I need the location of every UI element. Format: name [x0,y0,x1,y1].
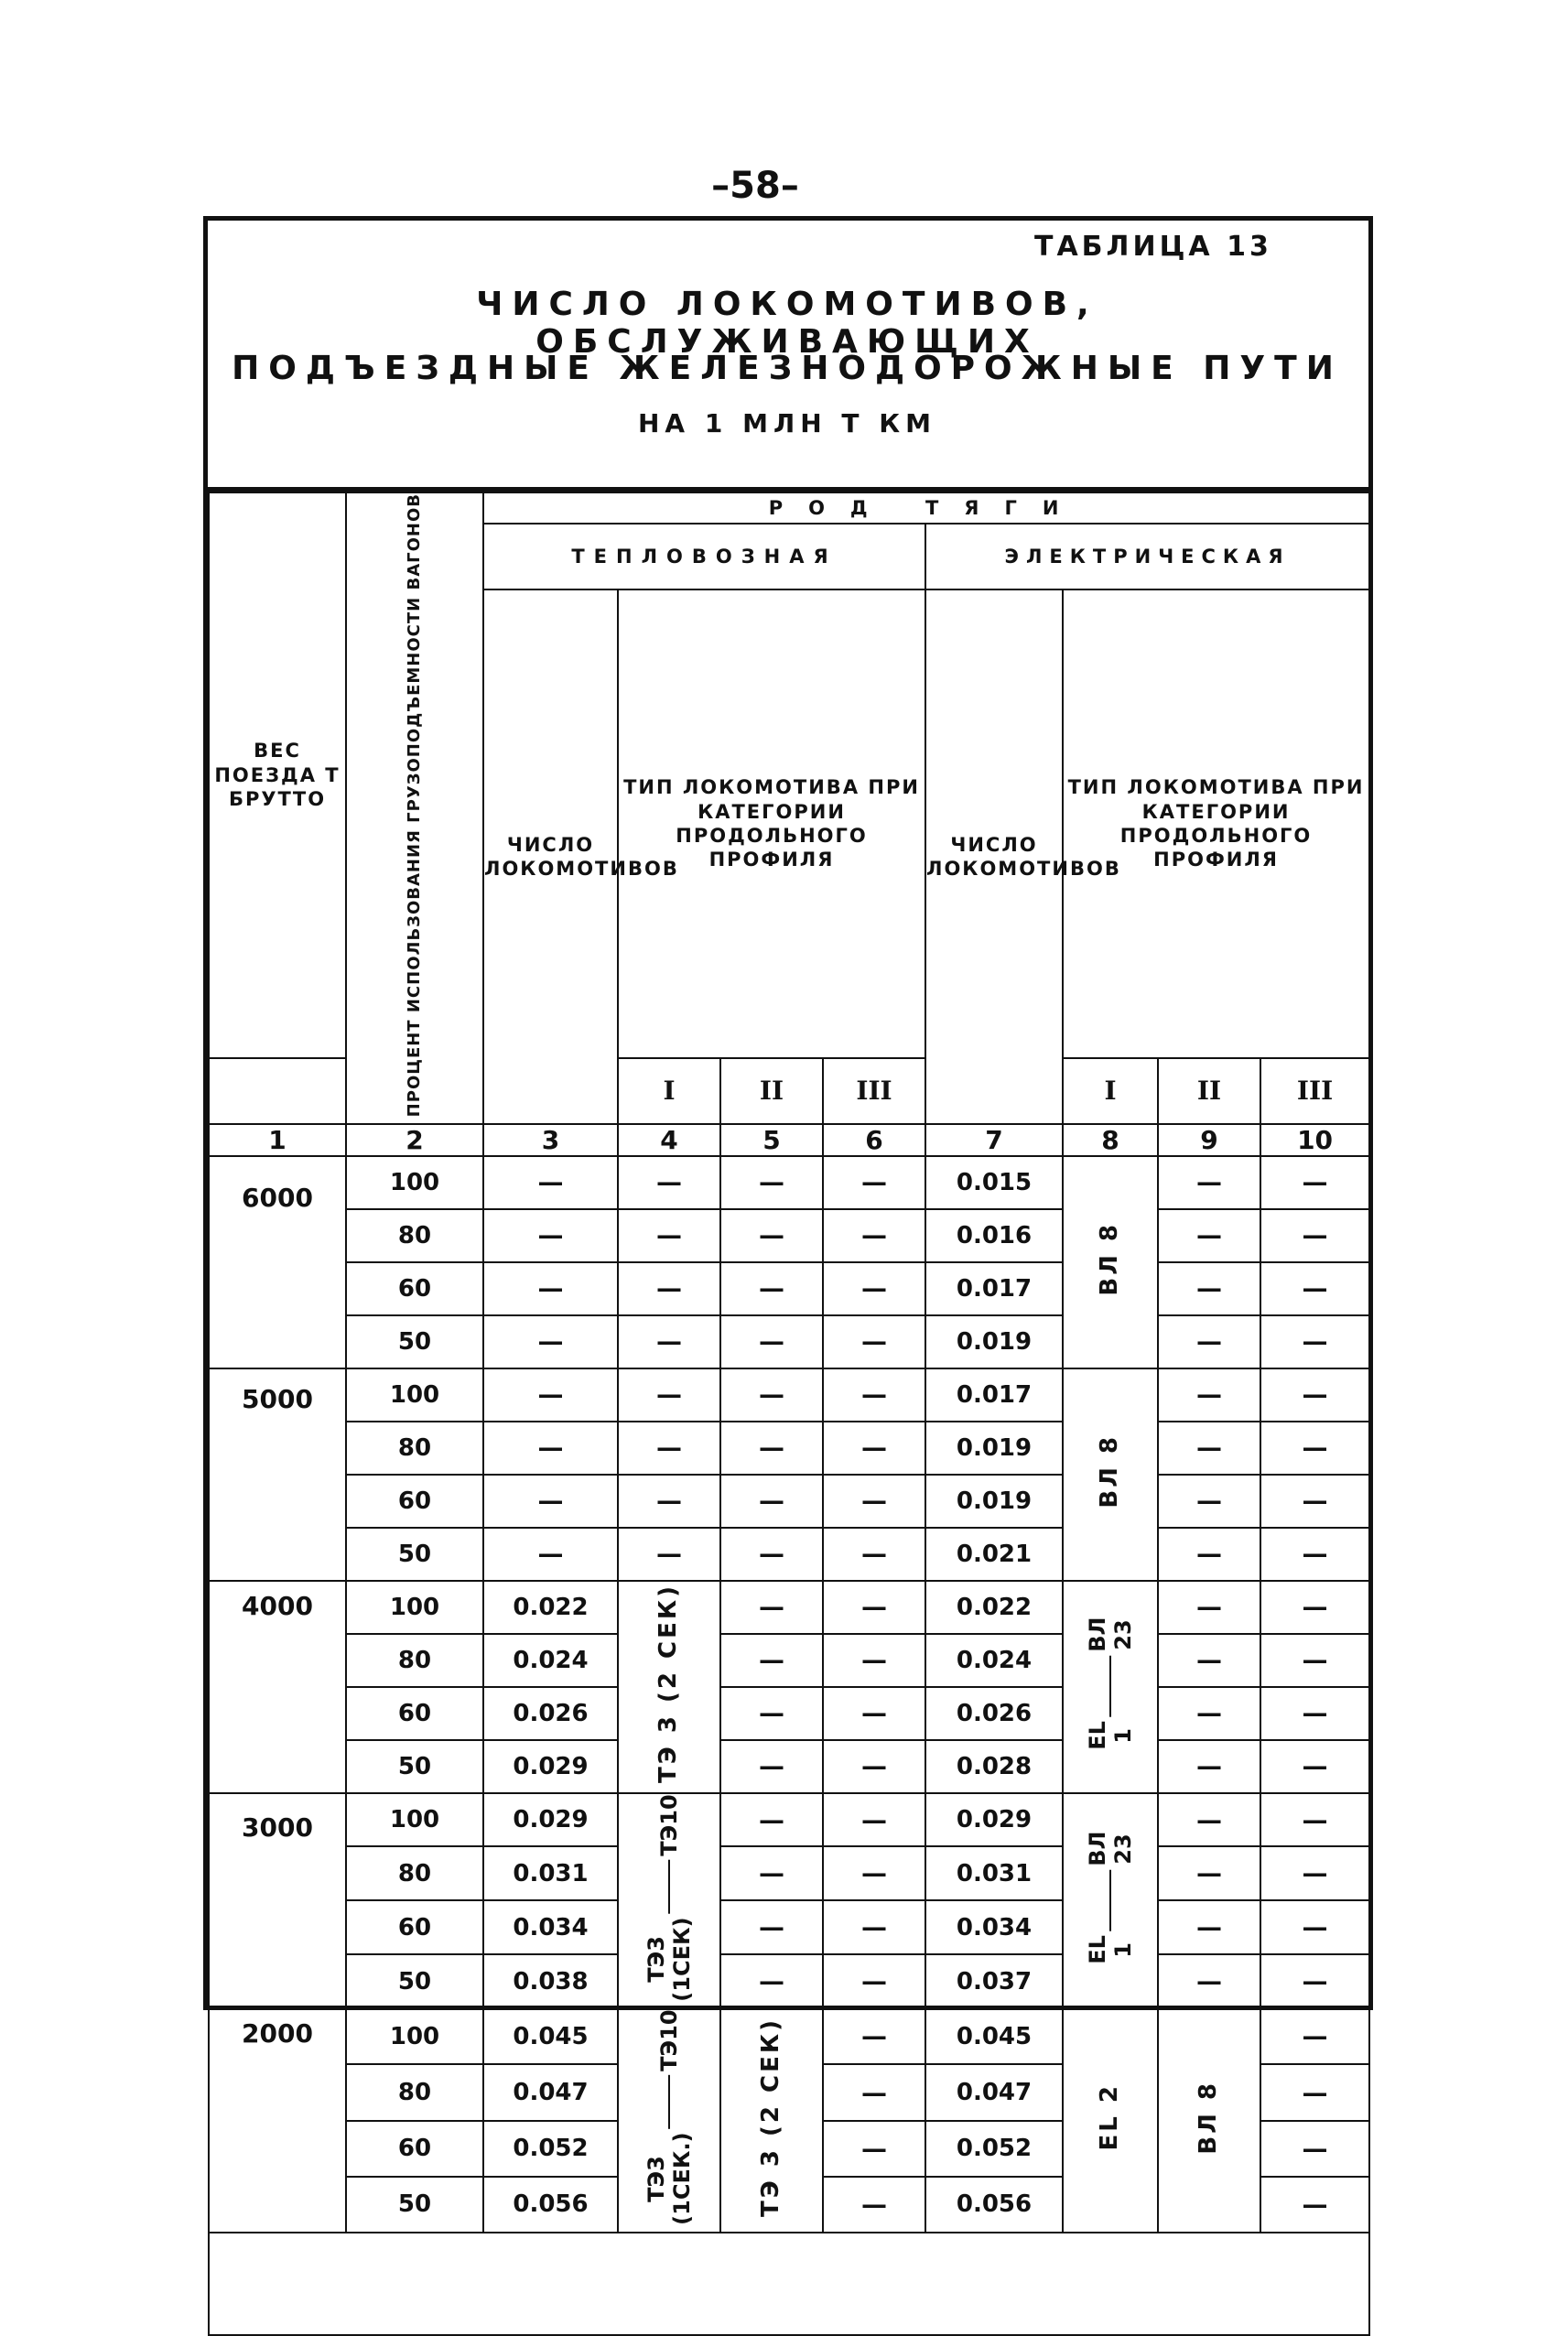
table-row [209,1793,1369,1847]
table-row [209,1900,1369,1954]
table-row [209,1315,1369,1368]
header-diesel: ТЕПЛОВОЗНАЯ [483,524,925,589]
diesel-cat3-cell: — [823,2008,925,2064]
locomotive-table [208,492,1370,2336]
diesel-cat3-cell: — [823,1156,925,1209]
empty-footer-row [209,2233,1369,2335]
electric-count-cell: 0.034 [925,1900,1063,1954]
percent-cell: 100 [346,2008,483,2064]
table-row [209,1156,1369,1209]
percent-cell: 50 [346,1315,483,1368]
weight-cell: 2000 [209,2008,346,2233]
electric-cat1-cell: ВЛ 8 [1063,1156,1158,1368]
electric-cat2-cell: — [1158,1740,1260,1793]
diesel-cat3-cell: — [823,1368,925,1422]
diesel-cat3-cell: — [823,1634,925,1687]
diesel-cat1-cell: — [618,1209,720,1262]
diesel-count-cell: — [483,1368,618,1422]
percent-cell: 100 [346,1793,483,1847]
header-traction: РОД ТЯГИ [483,492,1369,524]
diesel-count-cell: 0.045 [483,2008,618,2064]
electric-cat3-cell: — [1260,1262,1369,1315]
diesel-cat2-cell: — [720,1528,823,1581]
table-row [209,1262,1369,1315]
weight-cell: 3000 [209,1793,346,2009]
electric-cat2-cell: — [1158,1687,1260,1740]
electric-cat2-cell: — [1158,1581,1260,1634]
diesel-cat1-cell: — [618,1528,720,1581]
electric-cat3-cell: — [1260,2177,1369,2233]
diesel-count-cell: — [483,1422,618,1475]
electric-cat1-cell: ВЛ 8 [1063,1368,1158,1581]
diesel-cat2-cell: — [720,1368,823,1422]
table-row [209,1422,1369,1475]
percent-cell: 80 [346,1422,483,1475]
diesel-count-cell: 0.029 [483,1740,618,1793]
electric-count-cell: 0.045 [925,2008,1063,2064]
percent-cell: 60 [346,2121,483,2177]
electric-cat3-cell: — [1260,1846,1369,1900]
diesel-count-cell: 0.038 [483,1954,618,2008]
diesel-count-cell: 0.047 [483,2064,618,2120]
header-electric-count: ЧИСЛО ЛОКОМОТИВОВ [925,589,1063,1124]
electric-cat2-cell: — [1158,1954,1260,2008]
diesel-cat2-cell: — [720,1954,823,2008]
header-cat-2: II [720,1058,823,1124]
header-cat-1: I [618,1058,720,1124]
diesel-cat3-cell: — [823,1954,925,2008]
diesel-cat1-cell: ТЭ 3 (2 СЕК) [618,1581,720,1793]
electric-cat2-cell: — [1158,1262,1260,1315]
diesel-count-cell: — [483,1315,618,1368]
diesel-cat2-cell: ТЭ 3 (2 СЕК) [720,2008,823,2233]
electric-cat2-cell: — [1158,1846,1260,1900]
electric-cat3-cell: — [1260,2121,1369,2177]
electric-count-cell: 0.016 [925,1209,1063,1262]
table-row [209,1740,1369,1793]
electric-count-cell: 0.019 [925,1475,1063,1528]
table-row [209,1528,1369,1581]
diesel-cat3-cell: — [823,1262,925,1315]
table-row [209,1954,1369,2008]
diesel-cat2-cell: — [720,1156,823,1209]
header-cat-3: III [823,1058,925,1124]
header-diesel-type: ТИП ЛОКОМОТИВА ПРИ КАТЕГОРИИ ПРОДОЛЬНОГО ПРОФИЛЯ [618,589,925,1058]
col-number: 2 [346,1124,483,1156]
table-row [209,1368,1369,1422]
diesel-cat1-cell: — [618,1368,720,1422]
electric-cat3-cell: — [1260,1954,1369,2008]
diesel-cat2-cell: — [720,1422,823,1475]
percent-cell: 50 [346,1954,483,2008]
diesel-cat3-cell: — [823,2121,925,2177]
electric-cat1-cell: EL 2 [1063,2008,1158,2233]
diesel-count-cell: — [483,1209,618,1262]
percent-cell: 80 [346,1846,483,1900]
diesel-cat2-cell: — [720,1687,823,1740]
electric-count-cell: 0.024 [925,1634,1063,1687]
col-number: 10 [1260,1124,1369,1156]
diesel-count-cell: — [483,1528,618,1581]
diesel-cat3-cell: — [823,1581,925,1634]
diesel-count-cell: — [483,1156,618,1209]
diesel-cat1-cell: — [618,1422,720,1475]
header-percent: ПРОЦЕНТ ИСПОЛЬЗОВАНИЯ ГРУЗОПОДЪЕМНОСТИ ВАГОНОВ [346,492,483,1124]
diesel-cat3-cell: — [823,1846,925,1900]
table-row [209,1209,1369,1262]
electric-cat2-cell: — [1158,1900,1260,1954]
percent-cell: 60 [346,1475,483,1528]
table-label: ТАБЛИЦА 13 [1034,231,1272,263]
electric-cat2-cell: — [1158,1634,1260,1687]
diesel-cat3-cell: — [823,1528,925,1581]
header-electric: ЭЛЕКТРИЧЕСКАЯ [925,524,1369,589]
diesel-cat1-cell: — [618,1315,720,1368]
electric-count-cell: 0.021 [925,1528,1063,1581]
electric-cat3-cell: — [1260,1315,1369,1368]
electric-cat3-cell: — [1260,1422,1369,1475]
electric-count-cell: 0.029 [925,1793,1063,1847]
table-row [209,1475,1369,1528]
percent-cell: 100 [346,1156,483,1209]
table-row [209,1687,1369,1740]
diesel-cat3-cell: — [823,1475,925,1528]
col-number: 1 [209,1124,346,1156]
percent-cell: 50 [346,1528,483,1581]
diesel-cat1-cell: ТЭ3 (1СЕК.) ТЭ10 [618,2008,720,2233]
diesel-cat2-cell: — [720,1209,823,1262]
diesel-cat2-cell: — [720,1740,823,1793]
electric-cat2-cell: — [1158,1156,1260,1209]
header-weight-blank [209,1058,346,1124]
electric-count-cell: 0.022 [925,1581,1063,1634]
table-title-line-2: ПОДЪЕЗДНЫЕ ЖЕЛЕЗНОДОРОЖНЫЕ ПУТИ [232,350,1343,387]
col-number: 7 [925,1124,1063,1156]
electric-cat2-cell: — [1158,1209,1260,1262]
percent-cell: 60 [346,1687,483,1740]
percent-cell: 80 [346,1634,483,1687]
diesel-cat2-cell: — [720,1900,823,1954]
diesel-count-cell: 0.024 [483,1634,618,1687]
col-number: 6 [823,1124,925,1156]
diesel-count-cell: 0.031 [483,1846,618,1900]
diesel-cat3-cell: — [823,1209,925,1262]
table-row [209,1634,1369,1687]
percent-cell: 60 [346,1262,483,1315]
table-title-line-1: ЧИСЛО ЛОКОМОТИВОВ, ОБСЛУЖИВАЮЩИХ [476,286,1098,361]
diesel-cat1-cell: — [618,1475,720,1528]
diesel-cat2-cell: — [720,1793,823,1847]
electric-cat3-cell: — [1260,1793,1369,1847]
diesel-count-cell: 0.056 [483,2177,618,2233]
diesel-count-cell: 0.052 [483,2121,618,2177]
diesel-cat1-cell: ТЭ3 (1СЕК) ТЭ10 [618,1793,720,2009]
diesel-cat3-cell: — [823,1315,925,1368]
electric-cat1-cell: EL 1 ВЛ 23 [1063,1581,1158,1793]
diesel-cat2-cell: — [720,1581,823,1634]
col-number: 9 [1158,1124,1260,1156]
diesel-cat3-cell: — [823,2177,925,2233]
header-weight: ВЕС ПОЕЗДА Т БРУТТО [209,492,346,1058]
empty-footer-cell [209,2233,1369,2335]
electric-cat2-cell: ВЛ 8 [1158,2008,1260,2233]
percent-cell: 100 [346,1581,483,1634]
diesel-cat3-cell: — [823,1687,925,1740]
header-diesel-count: ЧИСЛО ЛОКОМОТИВОВ [483,589,618,1124]
weight-cell: 4000 [209,1581,346,1793]
electric-cat3-cell: — [1260,1687,1369,1740]
electric-count-cell: 0.028 [925,1740,1063,1793]
electric-cat3-cell: — [1260,1368,1369,1422]
header-cat-2: II [1158,1058,1260,1124]
electric-cat3-cell: — [1260,1740,1369,1793]
electric-cat2-cell: — [1158,1475,1260,1528]
electric-cat3-cell: — [1260,1528,1369,1581]
electric-cat3-cell: — [1260,1900,1369,1954]
diesel-count-cell: 0.029 [483,1793,618,1847]
electric-cat3-cell: — [1260,1581,1369,1634]
diesel-cat3-cell: — [823,1900,925,1954]
weight-cell: 5000 [209,1368,346,1581]
col-number: 4 [618,1124,720,1156]
diesel-cat3-cell: — [823,1422,925,1475]
electric-count-cell: 0.037 [925,1954,1063,2008]
diesel-count-cell: — [483,1262,618,1315]
electric-count-cell: 0.017 [925,1368,1063,1422]
diesel-cat3-cell: — [823,1793,925,1847]
electric-cat3-cell: — [1260,1156,1369,1209]
header-electric-type: ТИП ЛОКОМОТИВА ПРИ КАТЕГОРИИ ПРОДОЛЬНОГО ПРОФИЛЯ [1063,589,1369,1058]
col-number: 8 [1063,1124,1158,1156]
col-number: 3 [483,1124,618,1156]
electric-cat2-cell: — [1158,1368,1260,1422]
electric-count-cell: 0.056 [925,2177,1063,2233]
electric-cat3-cell: — [1260,1634,1369,1687]
electric-count-cell: 0.017 [925,1262,1063,1315]
header-cat-1: I [1063,1058,1158,1124]
diesel-cat1-cell: — [618,1262,720,1315]
electric-cat2-cell: — [1158,1315,1260,1368]
electric-count-cell: 0.015 [925,1156,1063,1209]
diesel-cat2-cell: — [720,1315,823,1368]
weight-cell: 6000 [209,1156,346,1368]
electric-cat2-cell: — [1158,1793,1260,1847]
diesel-count-cell: — [483,1475,618,1528]
electric-count-cell: 0.047 [925,2064,1063,2120]
percent-cell: 60 [346,1900,483,1954]
electric-cat3-cell: — [1260,1475,1369,1528]
electric-cat2-cell: — [1158,1528,1260,1581]
electric-count-cell: 0.031 [925,1846,1063,1900]
diesel-cat2-cell: — [720,1262,823,1315]
electric-cat1-cell: EL 1 ВЛ 23 [1063,1793,1158,2009]
table-row [209,1846,1369,1900]
diesel-cat3-cell: — [823,2064,925,2120]
electric-cat3-cell: — [1260,2064,1369,2120]
electric-cat2-cell: — [1158,1422,1260,1475]
header-cat-3: III [1260,1058,1369,1124]
diesel-cat2-cell: — [720,1475,823,1528]
diesel-cat2-cell: — [720,1634,823,1687]
diesel-count-cell: 0.034 [483,1900,618,1954]
col-number: 5 [720,1124,823,1156]
percent-cell: 100 [346,1368,483,1422]
electric-cat3-cell: — [1260,2008,1369,2064]
electric-count-cell: 0.019 [925,1315,1063,1368]
diesel-cat1-cell: — [618,1156,720,1209]
percent-cell: 50 [346,1740,483,1793]
electric-count-cell: 0.052 [925,2121,1063,2177]
electric-count-cell: 0.026 [925,1687,1063,1740]
percent-cell: 80 [346,1209,483,1262]
diesel-count-cell: 0.026 [483,1687,618,1740]
table-title-line-3: НА 1 МЛН Т КМ [638,408,936,438]
electric-cat3-cell: — [1260,1209,1369,1262]
table-row [209,2008,1369,2064]
diesel-count-cell: 0.022 [483,1581,618,1634]
diesel-cat3-cell: — [823,1740,925,1793]
percent-cell: 50 [346,2177,483,2233]
percent-cell: 80 [346,2064,483,2120]
column-number-row [209,1124,1369,1156]
electric-count-cell: 0.019 [925,1422,1063,1475]
diesel-cat2-cell: — [720,1846,823,1900]
table-row [209,1581,1369,1634]
page-number: –58– [711,165,799,207]
